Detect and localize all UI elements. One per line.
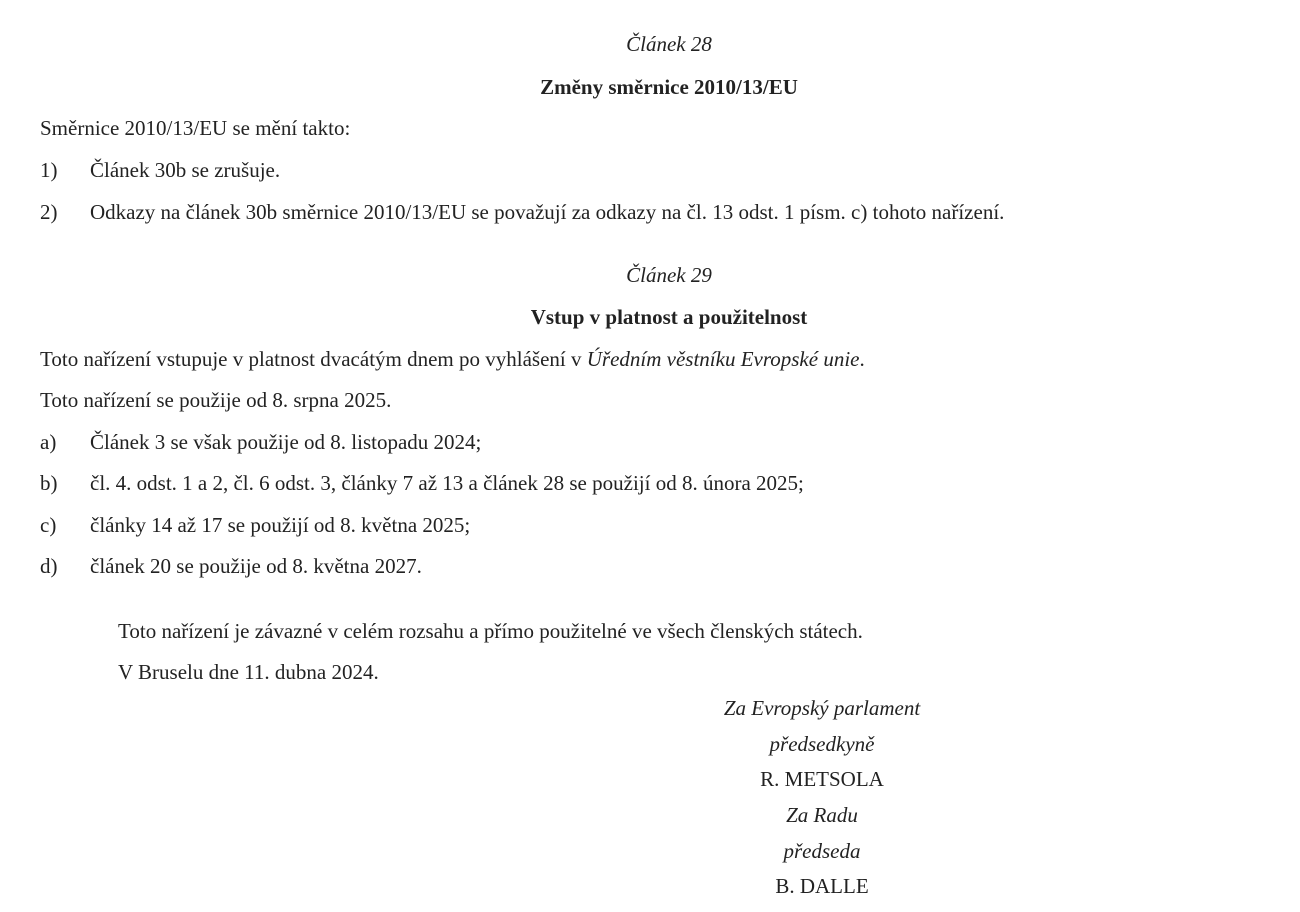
list-item-number: 1) bbox=[40, 158, 58, 182]
article-29-title: Vstup v platnost a použitelnost bbox=[530, 305, 808, 329]
list-item-text: články 14 až 17 se použijí od 8. května 2025; bbox=[90, 513, 471, 537]
article-29-heading: Článek 29 bbox=[626, 263, 712, 287]
list-item-text: Článek 3 se však použije od 8. listopadu 2024; bbox=[90, 430, 482, 454]
article-29-paragraph-entry-into-force bbox=[40, 346, 865, 372]
list-item-letter: a) bbox=[40, 430, 57, 454]
list-item-letter: c) bbox=[40, 513, 57, 537]
place-and-date: V Bruselu dne 11. dubna 2024. bbox=[118, 660, 379, 684]
list-item-number: 2) bbox=[40, 200, 58, 224]
paragraph-punctuation: . bbox=[859, 347, 865, 371]
list-item-letter: d) bbox=[40, 554, 58, 578]
list-item-text: Článek 30b se zrušuje. bbox=[90, 158, 281, 182]
signature-parliament-role: předsedkyně bbox=[769, 732, 875, 756]
signature-council-role: předseda bbox=[783, 839, 861, 863]
paragraph-text: Toto nařízení vstupuje v platnost dvacátým dnem po vyhlášení v bbox=[40, 347, 587, 371]
official-journal-name: Úředním věstníku Evropské unie bbox=[586, 347, 860, 371]
signature-parliament-for: Za Evropský parlament bbox=[723, 696, 921, 720]
binding-statement: Toto nařízení je závazné v celém rozsahu a přímo použitelné ve všech členských státech. bbox=[118, 619, 863, 643]
article-28-heading: Článek 28 bbox=[626, 32, 712, 56]
signature-parliament-name: R. METSOLA bbox=[760, 767, 884, 791]
list-item-letter: b) bbox=[40, 471, 58, 495]
article-29-paragraph-application: Toto nařízení se použije od 8. srpna 2025. bbox=[40, 388, 392, 412]
signature-council-name: B. DALLE bbox=[775, 874, 869, 898]
article-28-intro: Směrnice 2010/13/EU se mění takto: bbox=[40, 116, 351, 140]
list-item-text: Odkazy na článek 30b směrnice 2010/13/EU se považují za odkazy na čl. 13 odst. 1 písm. c) tohoto nařízení. bbox=[90, 200, 1005, 224]
article-28-title: Změny směrnice 2010/13/EU bbox=[540, 75, 798, 99]
list-item-text: článek 20 se použije od 8. května 2027. bbox=[90, 554, 422, 578]
list-item-text: čl. 4. odst. 1 a 2, čl. 6 odst. 3, články 7 až 13 a článek 28 se použijí od 8. února 2025; bbox=[90, 471, 804, 495]
signature-council-for: Za Radu bbox=[786, 803, 858, 827]
